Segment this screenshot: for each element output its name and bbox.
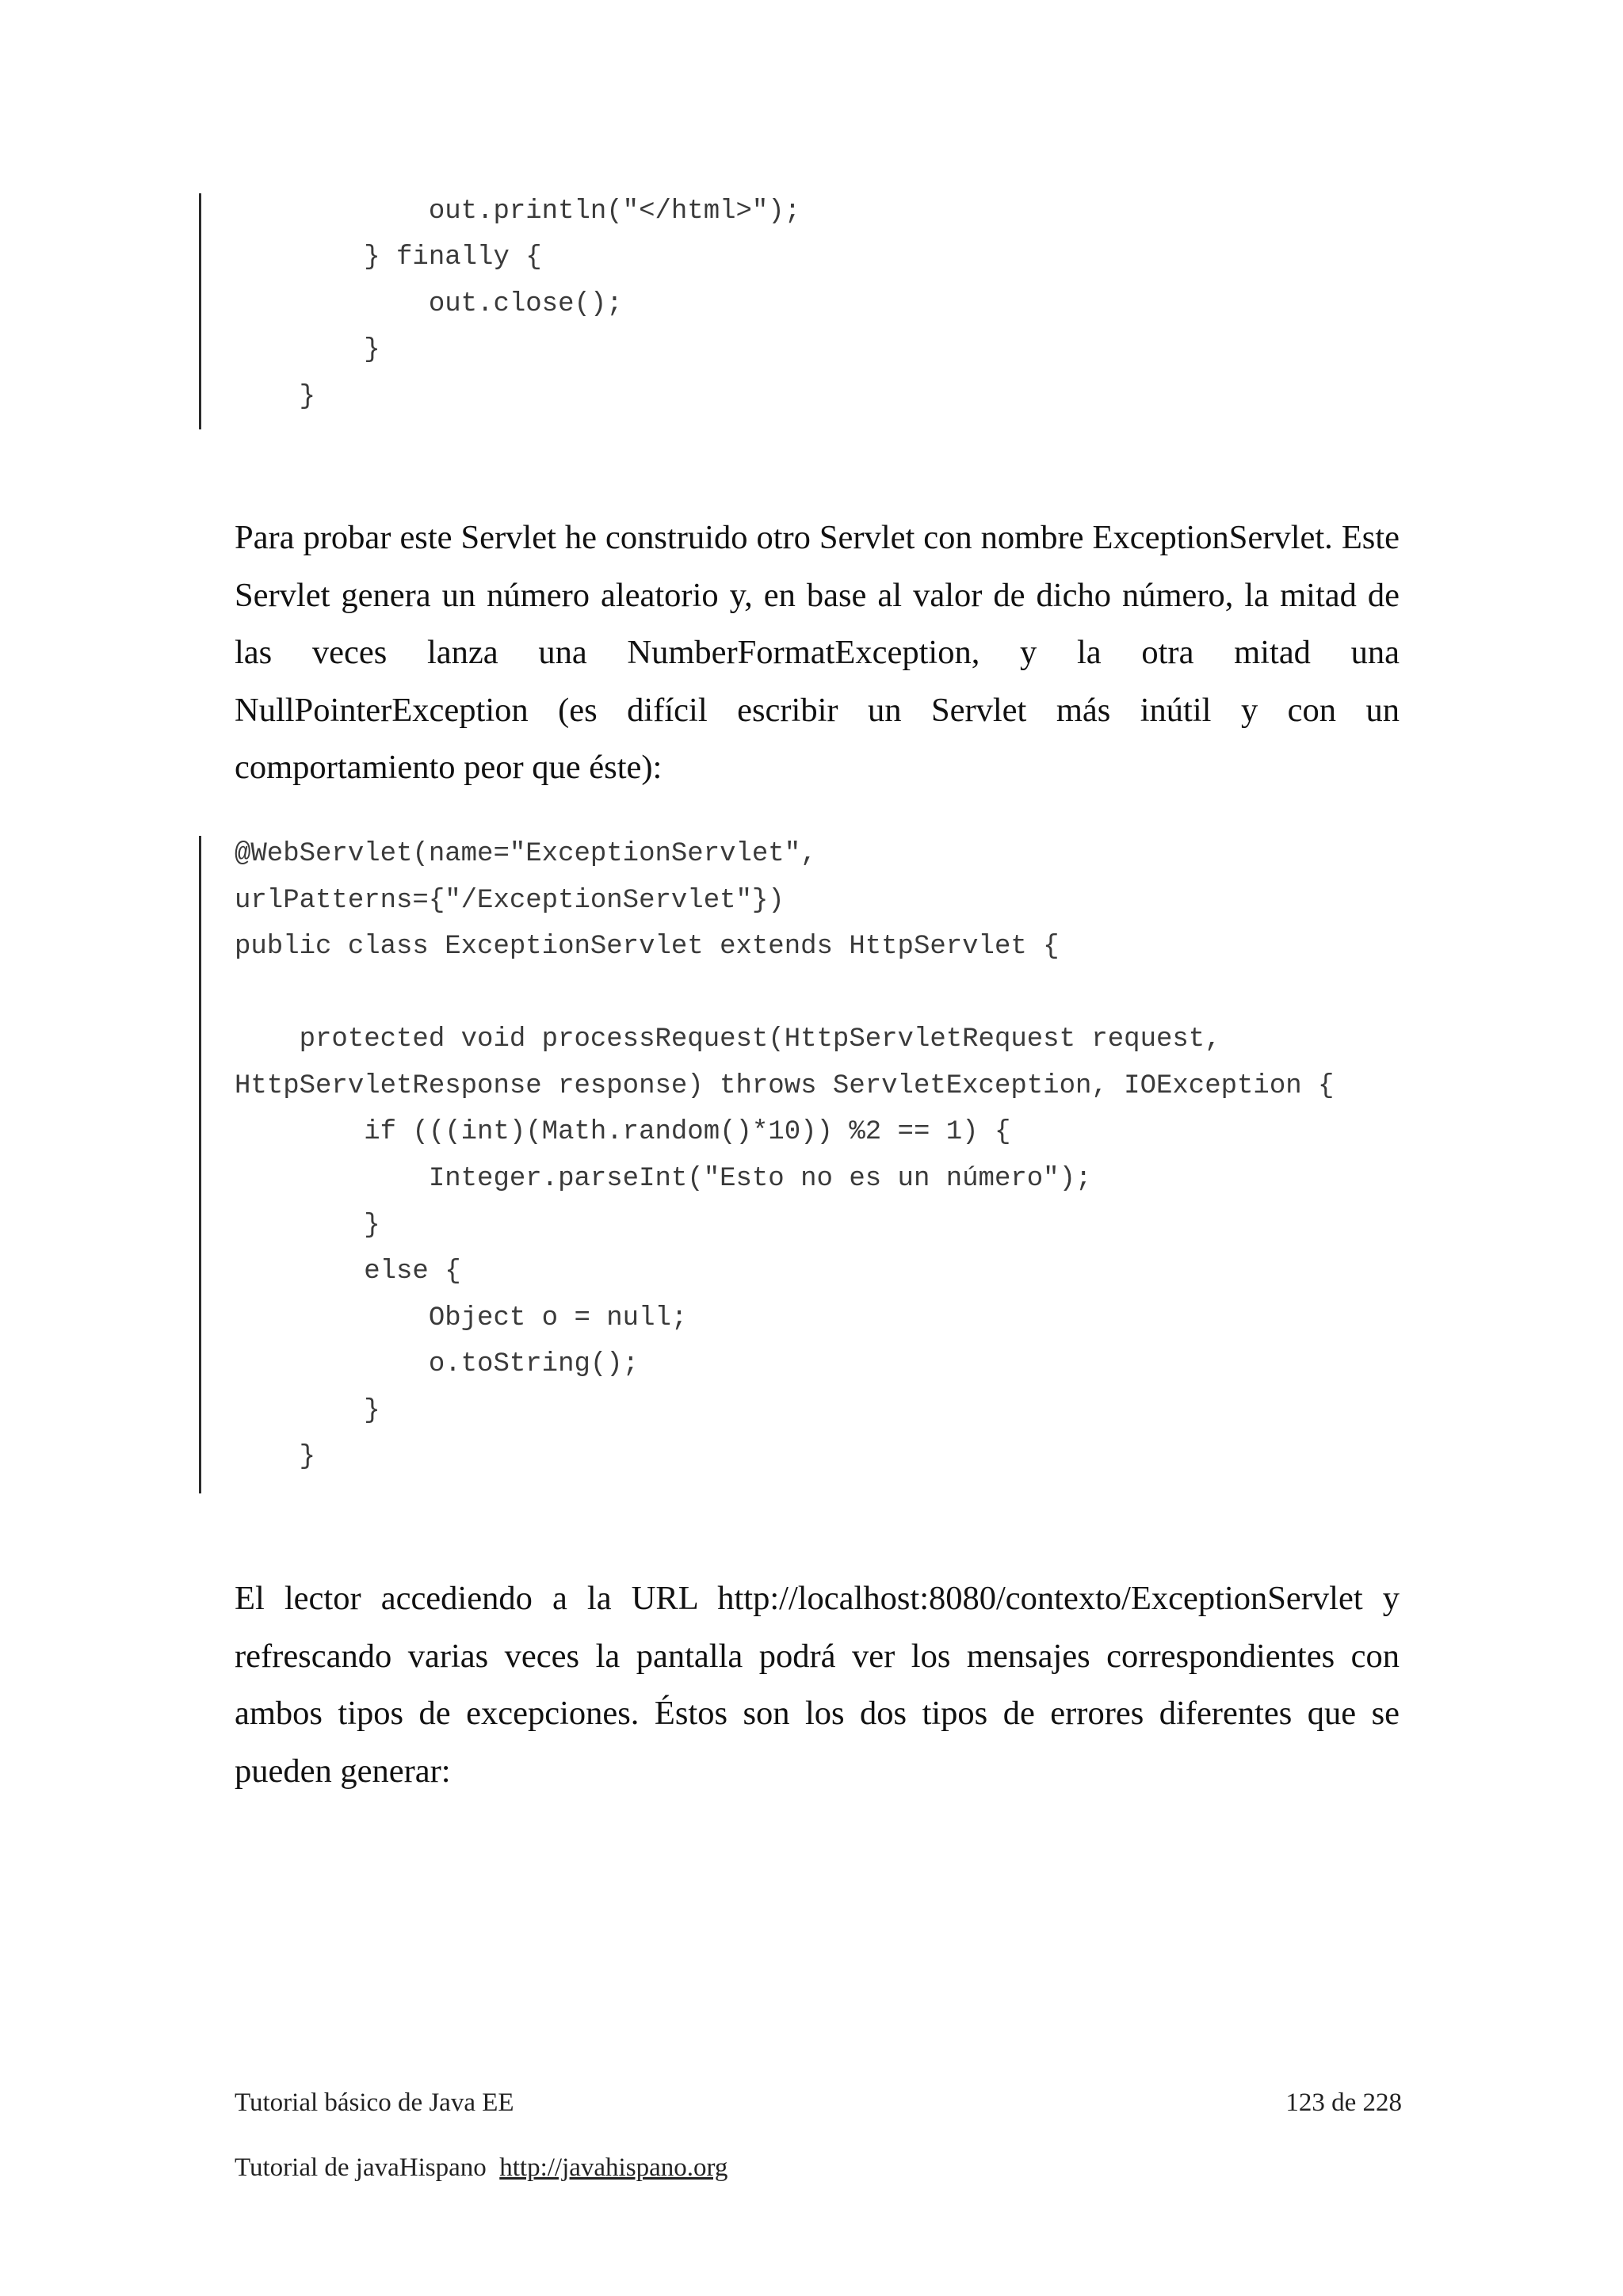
code-line: out.println("</html>"); bbox=[235, 196, 801, 227]
page-total: 228 bbox=[1362, 2088, 1402, 2117]
code-line: @WebServlet(name="ExceptionServlet", bbox=[235, 839, 817, 869]
code-line: o.toString(); bbox=[235, 1349, 640, 1379]
javahispano-link[interactable]: http://javahispano.org bbox=[499, 2153, 728, 2182]
footer-page-counter bbox=[1285, 2087, 1402, 2119]
code-line: } bbox=[235, 382, 316, 412]
footer-credit bbox=[235, 2152, 727, 2183]
code-line: out.close(); bbox=[235, 289, 623, 319]
footer-title: Tutorial básico de Java EE bbox=[235, 2088, 514, 2117]
paragraph-intro: Para probar este Servlet he construido otro Servlet con nombre ExceptionServlet. Este Servlet genera un número aleatorio y, en base al valor de dicho número, la mitad de las veces lanza una NumberFormatException, y la otra mitad una NullPointerException (es difícil escribir un Servlet más inútil y con un comportamiento peor que éste): bbox=[235, 519, 1400, 786]
page-of-label: de bbox=[1331, 2088, 1357, 2117]
code-line: protected void processRequest(HttpServletRequest request, bbox=[235, 1024, 1221, 1055]
code-line: Object o = null; bbox=[235, 1303, 688, 1333]
code-line: } bbox=[235, 1211, 380, 1241]
code-line: } bbox=[235, 1396, 380, 1426]
code-left-bar bbox=[199, 193, 201, 429]
code-left-bar bbox=[199, 836, 201, 1493]
code-line: } finally { bbox=[235, 242, 542, 273]
code-line: } bbox=[235, 335, 380, 365]
footer-credit-label: Tutorial de javaHispano bbox=[235, 2153, 487, 2182]
page-number: 123 bbox=[1285, 2088, 1325, 2117]
code-line: public class ExceptionServlet extends HttpServlet { bbox=[235, 932, 1060, 962]
code-line: HttpServletResponse response) throws ServletException, IOException { bbox=[235, 1071, 1335, 1101]
code-line: Integer.parseInt("Esto no es un número"); bbox=[235, 1164, 1092, 1194]
code-line: else { bbox=[235, 1257, 461, 1287]
code-line: if (((int)(Math.random()*10)) %2 == 1) { bbox=[235, 1117, 1011, 1147]
paragraph-url-instructions: El lector accediendo a la URL http://localhost:8080/contexto/ExceptionServlet y refrescando varias veces la pantalla podrá ver los mensajes correspondientes con ambos tipos de excepciones. Éstos son los dos tipos de errores diferentes que se pueden generar: bbox=[235, 1580, 1400, 1790]
code-line: } bbox=[235, 1442, 316, 1472]
code-line: urlPatterns={"/ExceptionServlet"}) bbox=[235, 886, 785, 916]
